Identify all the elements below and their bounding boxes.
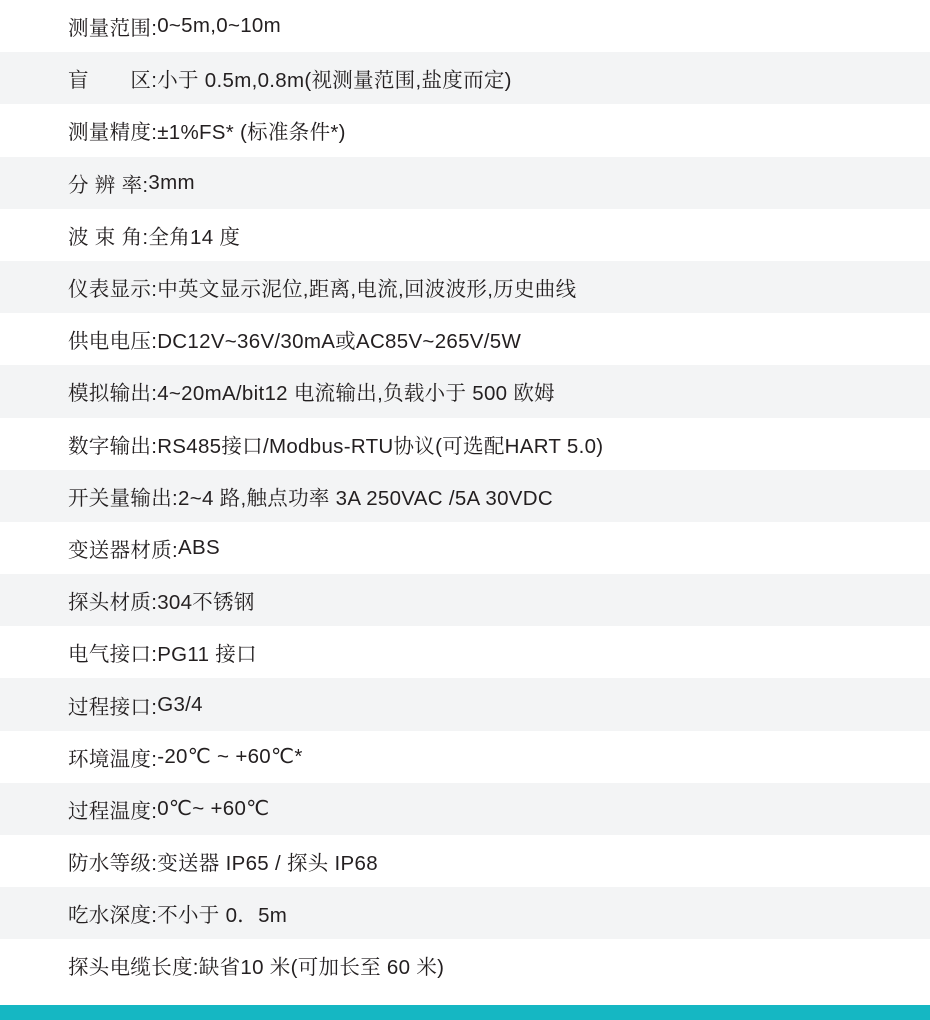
spec-value: 不小于 0．5m [157,904,288,928]
spec-value: 缺省10 米(可加长至 60 米) [198,956,445,980]
spec-row [0,470,930,522]
spec-label: 数字输出: [68,434,158,458]
spec-row [0,261,930,313]
spec-label: 仪表显示: [68,278,158,302]
spec-row [0,626,930,678]
spec-label: 环境温度: [68,747,158,771]
spec-row [0,731,930,783]
spec-value: 0~5m,0~10m [157,14,282,38]
spec-value: 变送器 IP65 / 探头 IP68 [157,852,378,876]
spec-label: 过程接口: [68,695,158,719]
spec-label: 吃水深度: [68,904,158,928]
spec-label: 盲 区: [68,69,158,93]
spec-value: 全角14 度 [148,225,241,249]
spec-label: 电气接口: [68,643,158,667]
spec-row [0,52,930,104]
spec-row [0,313,930,365]
spec-row [0,209,930,261]
spec-label: 测量范围: [68,17,158,41]
spec-label: 开关量输出: [68,486,178,510]
spec-row [0,783,930,835]
spec-row [0,887,930,939]
spec-value: 304不锈钢 [157,591,255,615]
spec-value: 3mm [148,170,195,194]
spec-value: -20℃ ~ +60℃* [157,745,303,769]
spec-label: 防水等级: [68,852,158,876]
spec-value: 2~4 路,触点功率 3A 250VAC /5A 30VDC [178,486,553,510]
spec-value: ABS [178,535,220,559]
spec-value: 小于 0.5m,0.8m(视测量范围,盐度而定) [157,69,512,93]
spec-label: 分 辨 率: [68,173,149,197]
spec-row [0,678,930,730]
spec-value: 4~20mA/bit12 电流输出,负载小于 500 欧姆 [157,382,555,406]
spec-label: 变送器材质: [68,538,178,562]
spec-value: ±1%FS* (标准条件*) [157,121,346,145]
spec-value: 中英文显示泥位,距离,电流,回波波形,历史曲线 [157,278,577,302]
spec-label: 探头材质: [68,591,158,615]
spec-label: 探头电缆长度: [68,956,199,980]
spec-value: G3/4 [157,692,203,716]
spec-row [0,418,930,470]
spec-value: DC12V~36V/30mA或AC85V~265V/5W [157,330,522,354]
spec-row [0,365,930,417]
spec-row [0,104,930,156]
spec-value: RS485接口/Modbus-RTU协议(可选配HART 5.0) [157,434,604,458]
spec-value: PG11 接口 [157,643,257,667]
spec-label: 波 束 角: [68,225,149,249]
spec-row [0,157,930,209]
spec-row [0,522,930,574]
spec-row [0,835,930,887]
spec-label: 模拟输出: [68,382,158,406]
spec-label: 测量精度: [68,121,158,145]
spec-label: 过程温度: [68,799,158,823]
spec-row [0,939,930,991]
spec-value: 0℃~ +60℃ [157,797,270,821]
spec-row [0,574,930,626]
spec-row [0,0,930,52]
footer-accent-bar [0,1005,930,1020]
spec-label: 供电电压: [68,330,158,354]
